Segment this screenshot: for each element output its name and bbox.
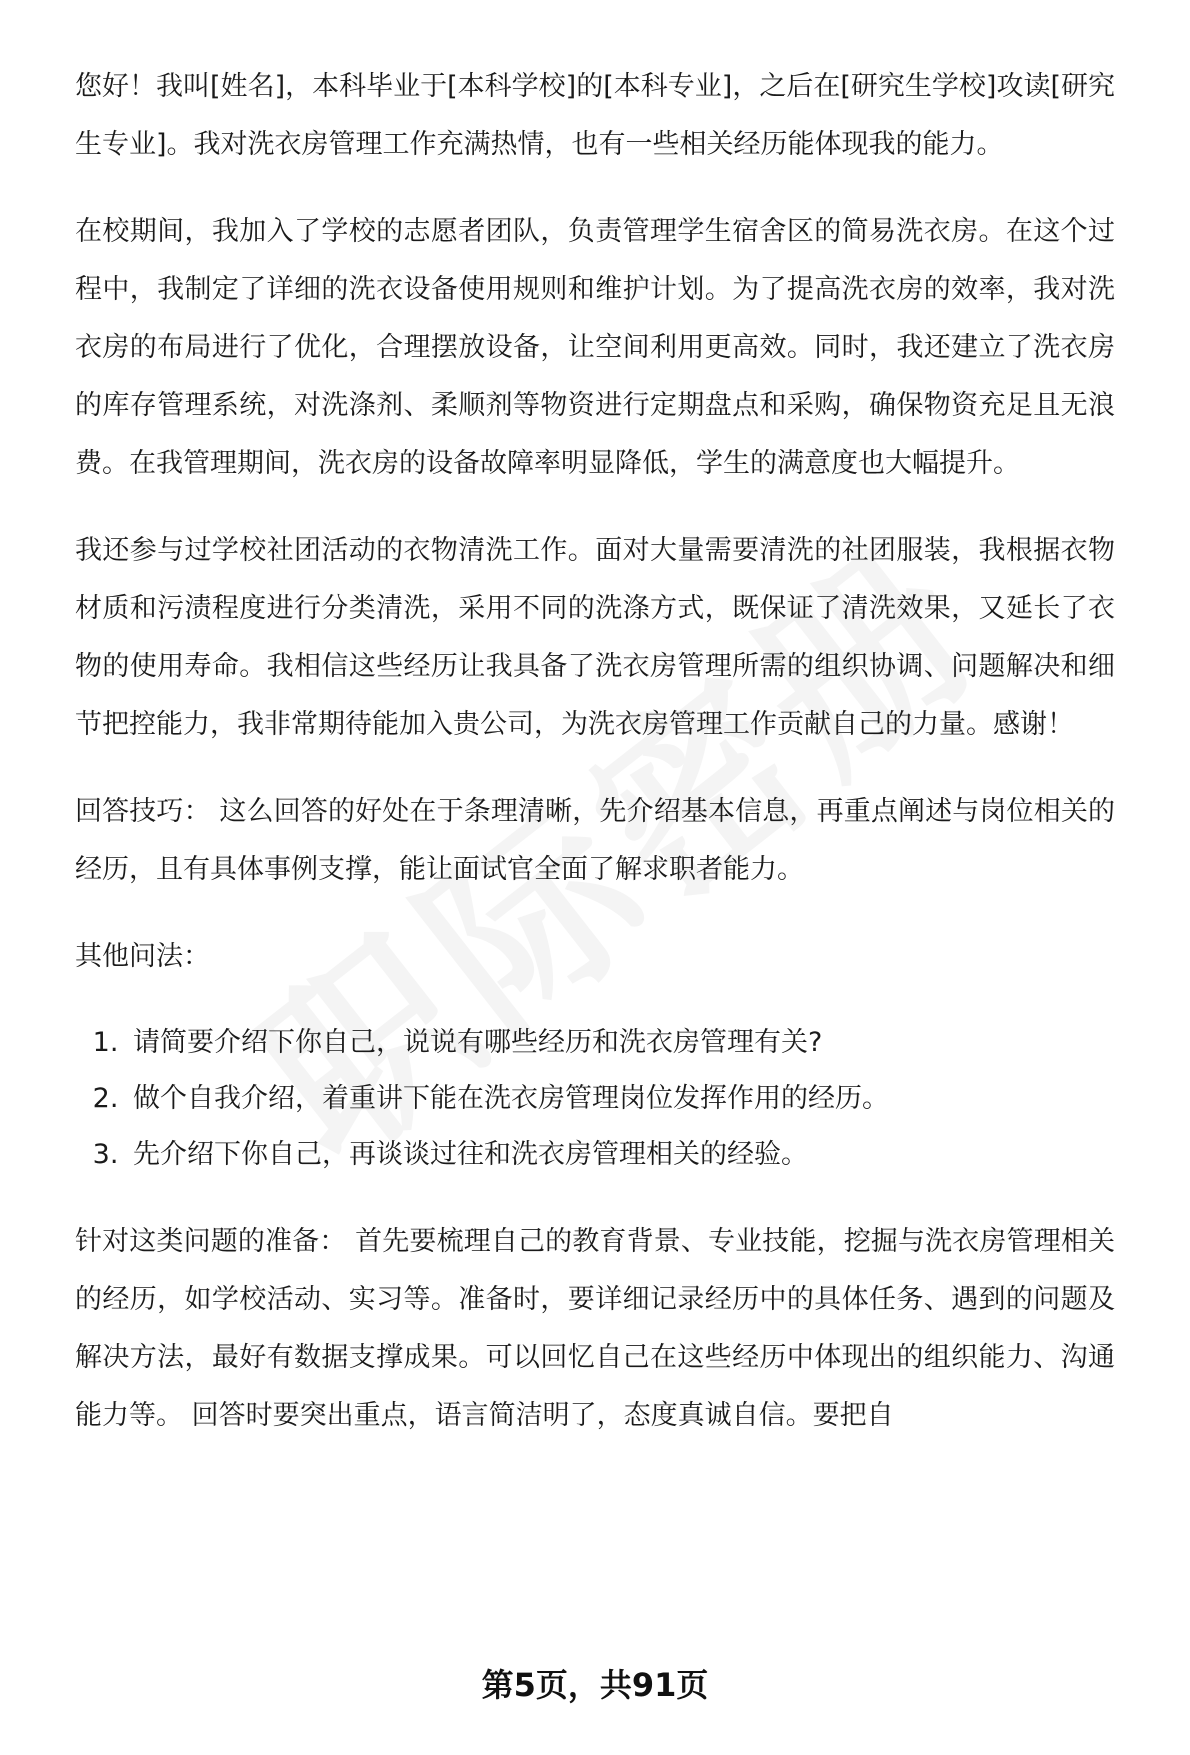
list-item: 1. 请简要介绍下你自己，说说有哪些经历和洗衣房管理有关? <box>127 1015 1115 1071</box>
paragraph-campus-experience: 在校期间，我加入了学校的志愿者团队，负责管理学生宿舍区的简易洗衣房。在这个过程中，我制定了详细的洗衣设备使用规则和维护计划。为了提高洗衣房的效率，我对洗衣房的布局进行了优化，合理摆放设备，让空间利用更高效。同时，我还建立了洗衣房的库存管理系统，对洗涤剂、柔顺剂等物资进行定期盘点和采购，确保物资充足且无浪费。在我管理期间，洗衣房的设备故障率明显降低，学生的满意度也大幅提升。 <box>75 216 1115 479</box>
paragraph-preparation: 针对这类问题的准备： 首先要梳理自己的教育背景、专业技能，挖掘与洗衣房管理相关的经历，如学校活动、实习等。准备时，要详细记录经历中的具体任务、遇到的问题及解决方法，最好有数据支撑成果。可以回忆自己在这些经历中体现出的组织能力、沟通能力等。 回答时要突出重点，语言简洁明了，态度真诚自信。要把自 <box>75 1226 1115 1431</box>
list-item: 3. 先介绍下你自己，再谈谈过往和洗衣房管理相关的经验。 <box>127 1127 1115 1183</box>
page-footer: 第5页，共91页 <box>481 1666 709 1704</box>
document-body <box>75 58 1115 1474</box>
paragraph-club-experience: 我还参与过学校社团活动的衣物清洗工作。面对大量需要清洗的社团服装，我根据衣物材质和污渍程度进行分类清洗，采用不同的洗涤方式，既保证了清洗效果，又延长了衣物的使用寿命。我相信这些经历让我具备了洗衣房管理所需的组织协调、问题解决和细节把控能力，我非常期待能加入贵公司，为洗衣房管理工作贡献自己的力量。感谢！ <box>75 535 1115 740</box>
list-item: 2. 做个自我介绍，着重讲下能在洗衣房管理岗位发挥作用的经历。 <box>127 1071 1115 1127</box>
paragraph-intro: 您好！我叫[姓名]，本科毕业于[本科学校]的[本科专业]，之后在[研究生学校]攻读[研究生专业]。我对洗衣房管理工作充满热情，也有一些相关经历能体现我的能力。 <box>75 71 1115 160</box>
other-questions-heading: 其他问法： <box>75 941 210 972</box>
paragraph-answer-tips: 回答技巧： 这么回答的好处在于条理清晰，先介绍基本信息，再重点阐述与岗位相关的经历，且有具体事例支撑，能让面试官全面了解求职者能力。 <box>75 796 1115 885</box>
other-questions-list <box>75 1015 1115 1183</box>
